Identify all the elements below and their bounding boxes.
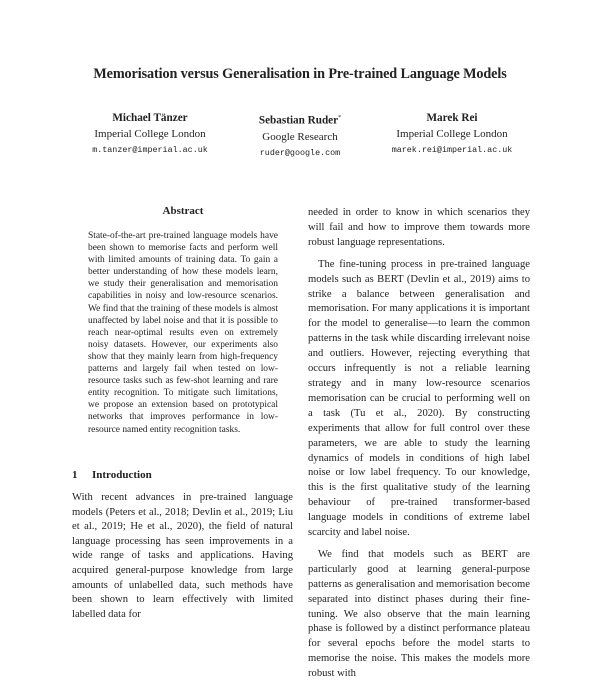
author-name: Marek Rei <box>426 112 478 124</box>
author-name: Michael Tänzer <box>112 112 188 124</box>
right-column <box>308 206 530 689</box>
author-email: marek.rei@imperial.ac.uk <box>391 145 513 155</box>
author-affiliation: Imperial College London <box>396 128 508 140</box>
paragraph: With recent advances in pre-trained language models (Peters et al., 2018; Devlin et al., 2019; Liu et al., 2019; He et al., 2020), the field of natural language processing has seen improvements in a wide range of tasks and applications. Having acquired general-purpose knowledge from large amounts of unlabelled data, such methods have been shown to learn effectively with limited labelled data for <box>72 492 293 620</box>
author-footnote-mark: * <box>338 115 342 121</box>
section-heading-introduction <box>72 469 292 481</box>
author-affiliation: Google Research <box>262 130 338 143</box>
author-block-3 <box>352 110 552 158</box>
author-name: Sebastian Ruder* <box>258 114 342 127</box>
paragraph-continued: needed in order to know in which scenarios they will fail and how to improve them towards more robust language representations. <box>308 207 530 248</box>
abstract-heading: Abstract <box>162 205 204 217</box>
abstract-text: State-of-the-art pre-trained language models have been shown to memorise facts and perform well with limited amounts of training data. To gain a better understanding of how these models learn, we study their generalisation and memorisation capabilities in noisy and low-resource scenarios. We find that the training of these models is almost unaffected by label noise and that it is possible to reach near-optimal results even on extremely noisy datasets. However, our experiments also show that they mainly learn from high-frequency patterns and largely fail when tested on low-resource tasks such as few-shot learning and rare entity recognition. To mitigate such limitations, we propose an extension based on prototypical networks that improves performance in low-resource named entity recognition tasks. <box>88 231 278 435</box>
author-email: ruder@google.com <box>259 147 341 158</box>
author-affiliation: Imperial College London <box>94 128 206 140</box>
paragraph-fine-tuning: The fine-tuning process in pre-trained language models such as BERT (Devlin et al., 2019) aims to strike a balance between generalisation and memorisation. For many applications it is important for the model to generalise—to learn the common patterns in the task while discarding irrelevant noise and outliers. However, rejecting everything that occurs infrequently is not a reliable learning strategy and in many low-resource scenarios memorisation can be crucial to performing well on a task (Tu et al., 2020). By constructing experiments that allow for full control over these parameters, we are able to study the learning dynamics of models in conditions of high label noise or low label frequency. To our knowledge, this is the first qualitative study of the learning behaviour of pre-trained transformer-based language models in conditions of extreme label scarcity and label noise. <box>308 258 530 539</box>
paragraph-findings: We find that models such as BERT are particularly good at learning general-purpose patterns as generalisation and memorisation become separated into distinct phases during their fine-tuning. We also observe that the main learning phase is followed by a distinct performance plateau for several epochs before the model starts to memorise the noise. This makes the models more robust with <box>308 548 530 680</box>
section-number: 1 <box>72 469 78 481</box>
introduction-paragraph <box>72 491 293 622</box>
author-email: m.tanzer@imperial.ac.uk <box>92 145 208 155</box>
paper-title: Memorisation versus Generalisation in Pre-trained Language Models <box>93 66 507 82</box>
section-title: Introduction <box>92 469 152 481</box>
